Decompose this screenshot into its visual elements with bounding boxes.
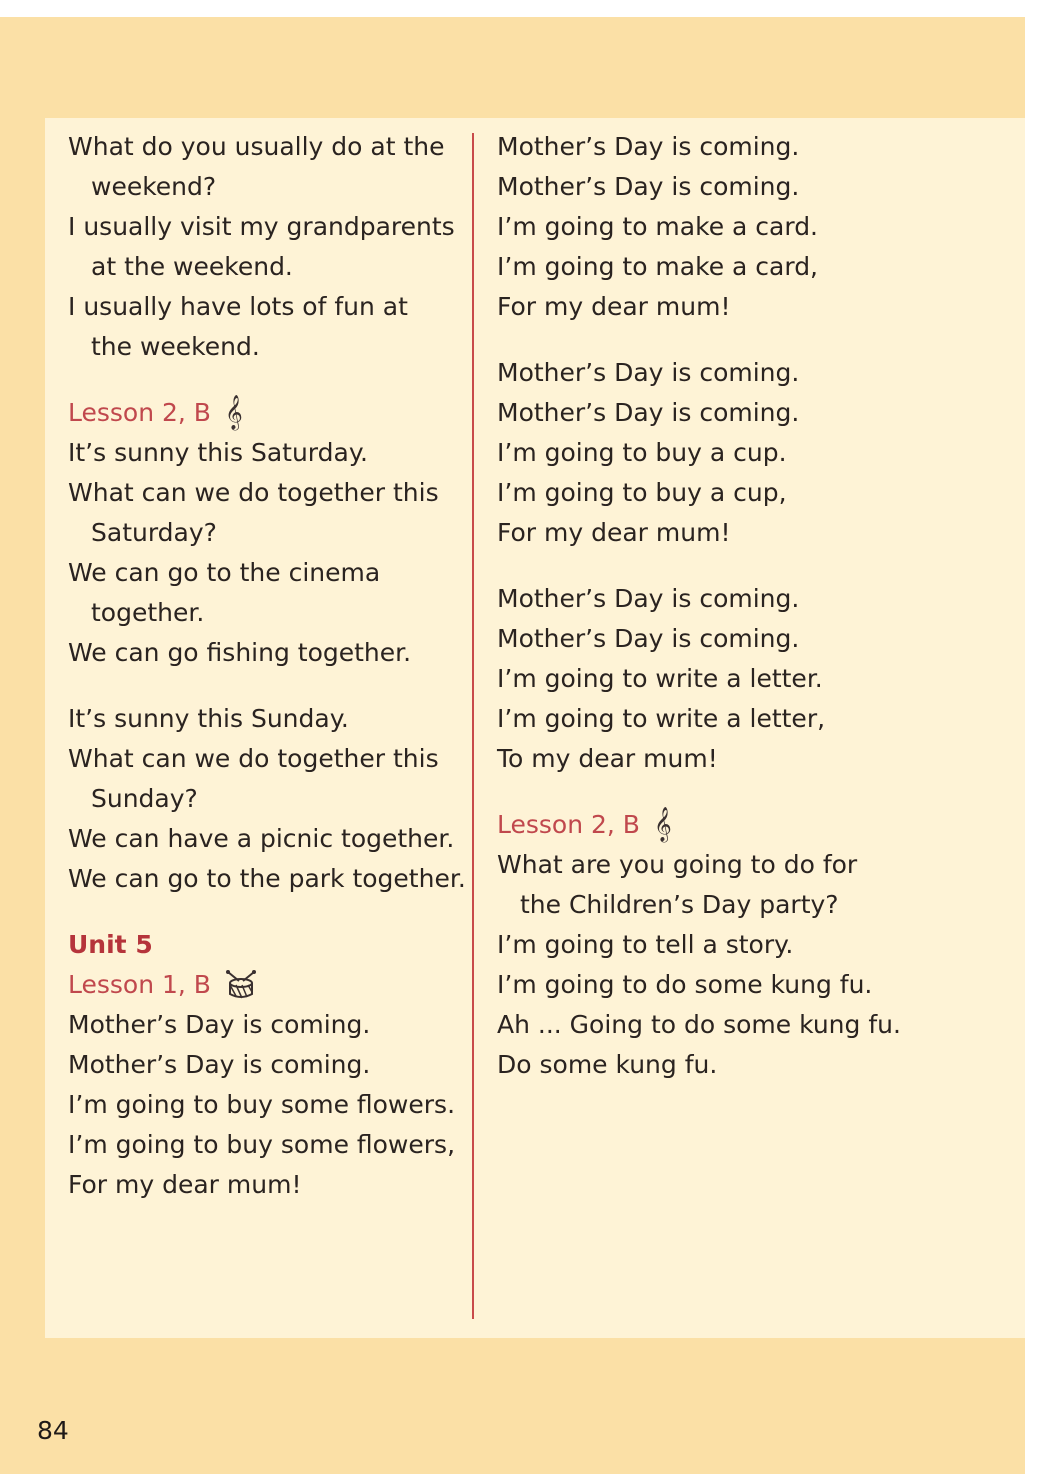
text-line: What can we do together this bbox=[68, 478, 439, 507]
right-column bbox=[497, 127, 1002, 1085]
text-line: at the weekend. bbox=[91, 252, 293, 281]
text-line: I’m going to make a card. bbox=[497, 212, 819, 241]
drum-icon bbox=[225, 970, 257, 1000]
spacer bbox=[497, 553, 1002, 579]
text-line: We can go to the park together. bbox=[68, 864, 466, 893]
spacer bbox=[497, 779, 1002, 805]
spacer bbox=[68, 899, 463, 925]
verse-cup bbox=[497, 353, 1002, 553]
text-line: Do some kung fu. bbox=[497, 1050, 718, 1079]
text-line: I’m going to make a card, bbox=[497, 252, 819, 281]
text-line: It’s sunny this Saturday. bbox=[68, 438, 368, 467]
text-line: Mother’s Day is coming. bbox=[497, 584, 800, 613]
text-line: For my dear mum! bbox=[497, 518, 731, 547]
text-block-weekend bbox=[68, 127, 463, 367]
text-line: I’m going to buy a cup, bbox=[497, 478, 787, 507]
lesson-heading bbox=[497, 805, 1002, 845]
text-line: To my dear mum! bbox=[497, 744, 718, 773]
treble-clef-icon: 𝄞 bbox=[224, 395, 243, 430]
lesson-heading-label: Lesson 2, B bbox=[497, 810, 640, 839]
text-line: I usually visit my grandparents bbox=[68, 212, 455, 241]
spacer bbox=[68, 673, 463, 699]
text-line: What can we do together this bbox=[68, 744, 439, 773]
text-line: Mother’s Day is coming. bbox=[497, 624, 800, 653]
text-line: We can go to the cinema bbox=[68, 558, 381, 587]
text-line: Mother’s Day is coming. bbox=[68, 1050, 371, 1079]
text-line: Sunday? bbox=[91, 784, 198, 813]
lesson-heading bbox=[68, 965, 463, 1005]
lesson-heading-label: Lesson 1, B bbox=[68, 970, 211, 999]
verse-card bbox=[497, 127, 1002, 327]
lesson-heading-label: Lesson 2, B bbox=[68, 398, 211, 427]
text-line: I’m going to write a letter, bbox=[497, 704, 826, 733]
text-line: For my dear mum! bbox=[497, 292, 731, 321]
text-line: Mother’s Day is coming. bbox=[68, 1010, 371, 1039]
text-line: What are you going to do for bbox=[497, 850, 858, 879]
text-line: the weekend. bbox=[91, 332, 260, 361]
left-column bbox=[68, 127, 466, 1205]
text-line: weekend? bbox=[91, 172, 217, 201]
text-line: I’m going to buy some flowers, bbox=[68, 1130, 456, 1159]
text-line: It’s sunny this Sunday. bbox=[68, 704, 349, 733]
text-line: What do you usually do at the bbox=[68, 132, 445, 161]
text-line: the Children’s Day party? bbox=[520, 890, 839, 919]
page-number: 84 bbox=[37, 1416, 69, 1445]
text-line: For my dear mum! bbox=[68, 1170, 302, 1199]
text-block-mothers-day-flowers bbox=[68, 1005, 463, 1205]
verse-letter bbox=[497, 579, 1002, 779]
lesson-heading bbox=[68, 393, 463, 433]
spacer bbox=[497, 327, 1002, 353]
text-line: I’m going to tell a story. bbox=[497, 930, 794, 959]
text-line: Mother’s Day is coming. bbox=[497, 132, 800, 161]
unit-title: Unit 5 bbox=[68, 930, 153, 959]
text-line: Saturday? bbox=[91, 518, 217, 547]
text-line: I’m going to do some kung fu. bbox=[497, 970, 873, 999]
text-line: I usually have lots of fun at bbox=[68, 292, 408, 321]
text-line: Mother’s Day is coming. bbox=[497, 398, 800, 427]
text-block-childrens-day bbox=[497, 845, 1002, 1085]
text-line: We can go fishing together. bbox=[68, 638, 412, 667]
text-block-saturday bbox=[68, 433, 463, 673]
text-line: Mother’s Day is coming. bbox=[497, 358, 800, 387]
text-block-sunday bbox=[68, 699, 466, 899]
text-line: I’m going to write a letter. bbox=[497, 664, 823, 693]
text-line: together. bbox=[91, 598, 205, 627]
text-line: Mother’s Day is coming. bbox=[497, 172, 800, 201]
text-line: I’m going to buy some flowers. bbox=[68, 1090, 456, 1119]
text-line: Ah ... Going to do some kung fu. bbox=[497, 1010, 901, 1039]
text-line: I’m going to buy a cup. bbox=[497, 438, 787, 467]
text-line: We can have a picnic together. bbox=[68, 824, 455, 853]
treble-clef-icon: 𝄞 bbox=[653, 807, 672, 842]
column-divider bbox=[472, 133, 474, 1319]
